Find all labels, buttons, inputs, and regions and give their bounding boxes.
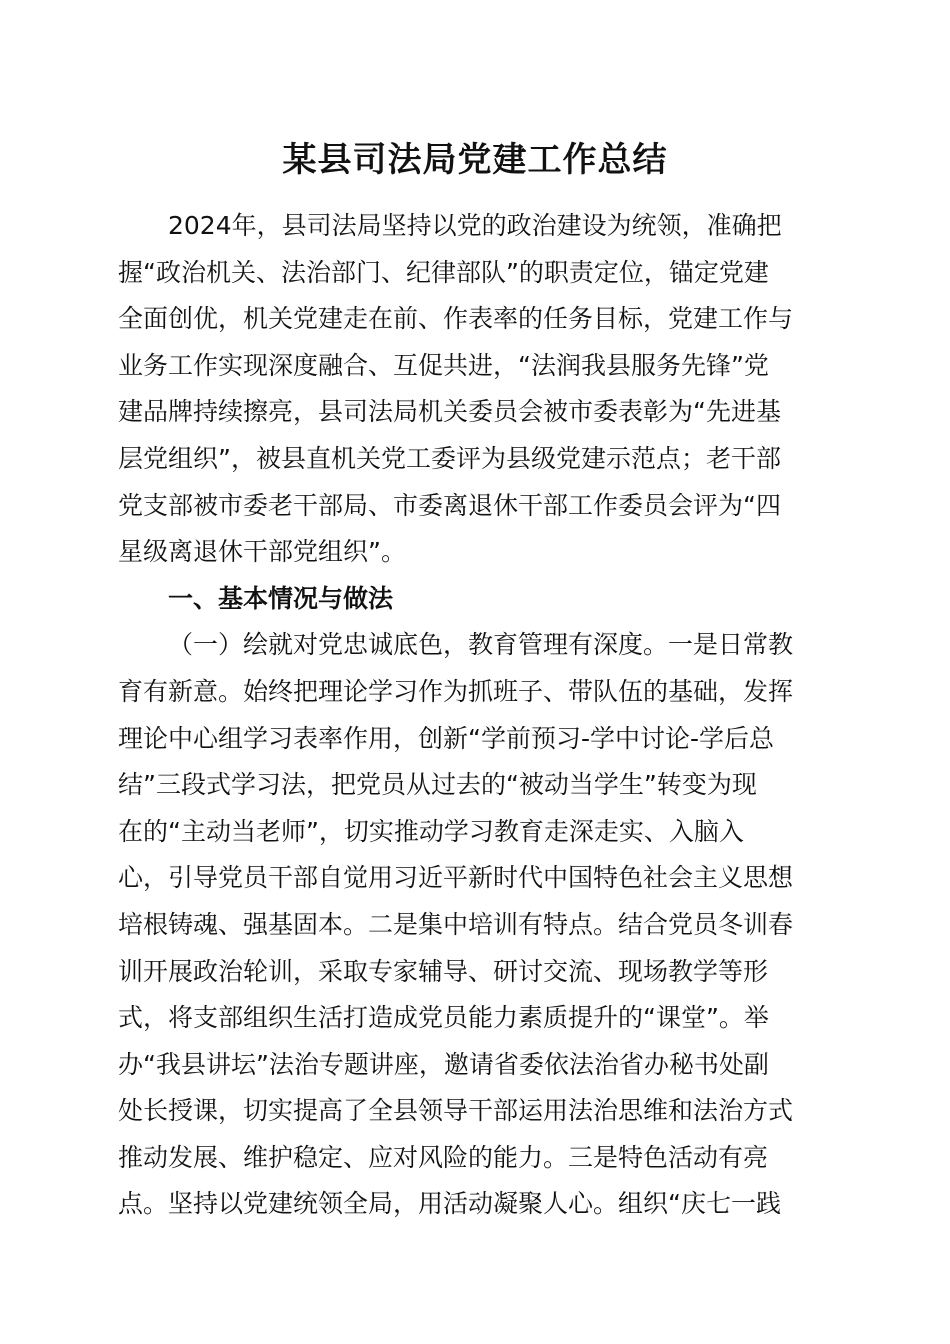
paragraph-line: 建品牌持续擦亮，县司法局机关委员会被市委表彰为“先进基 [118, 397, 781, 427]
paragraph-line: 2024年，县司法局坚持以党的政治建设为统领，准确把 [168, 211, 782, 240]
paragraph-line: 式，将支部组织生活打造成党员能力素质提升的“课堂”。举 [118, 1003, 769, 1033]
paragraph-line: 培根铸魂、强基固本。二是集中培训有特点。结合党员冬训春 [118, 909, 794, 939]
paragraph-line: 层党组织”，被县直机关党工委评为县级党建示范点；老干部 [118, 443, 781, 473]
paragraph-line: 训开展政治轮训，采取专家辅导、研讨交流、现场教学等形 [118, 956, 769, 986]
document-body [118, 203, 818, 1228]
paragraph-line: （一）绘就对党忠诚底色，教育管理有深度。一是日常教 [168, 630, 794, 660]
paragraph-line: 处长授课，切实提高了全县领导干部运用法治思维和法治方式 [118, 1096, 794, 1126]
paragraph-line: 星级离退休干部党组织”。 [118, 537, 406, 567]
paragraph-line: 心，引导党员干部自觉用习近平新时代中国特色社会主义思想 [118, 863, 794, 893]
paragraph-line: 在的“主动当老师”，切实推动学习教育走深走实、入脑入 [118, 816, 744, 846]
document-title: 某县司法局党建工作总结 [282, 140, 668, 180]
paragraph-line: 点。坚持以党建统领全局，用活动凝聚人心。组织“庆七一践 [118, 1189, 781, 1219]
paragraph-line: 结”三段式学习法，把党员从过去的“被动当学生”转变为现 [118, 770, 757, 800]
paragraph-line: 握“政治机关、法治部门、纪律部队”的职责定位，锚定党建 [118, 257, 769, 287]
paragraph-line: 党支部被市委老干部局、市委离退休干部工作委员会评为“四 [118, 490, 781, 520]
paragraph-line: 推动发展、维护稳定、应对风险的能力。三是特色活动有亮 [118, 1142, 769, 1172]
paragraph-line: 理论中心组学习表率作用，创新“学前预习-学中讨论-学后总 [118, 723, 774, 753]
paragraph-line: 育有新意。始终把理论学习作为抓班子、带队伍的基础，发挥 [118, 676, 794, 706]
paragraph-line: 业务工作实现深度融合、互促共进，“法润我县服务先锋”党 [118, 350, 769, 380]
section-heading: 一、基本情况与做法 [168, 583, 394, 613]
paragraph-line: 全面创优，机关党建走在前、作表率的任务目标，党建工作与 [118, 304, 794, 334]
paragraph-line: 办“我县讲坛”法治专题讲座，邀请省委依法治省办秘书处副 [118, 1049, 769, 1079]
